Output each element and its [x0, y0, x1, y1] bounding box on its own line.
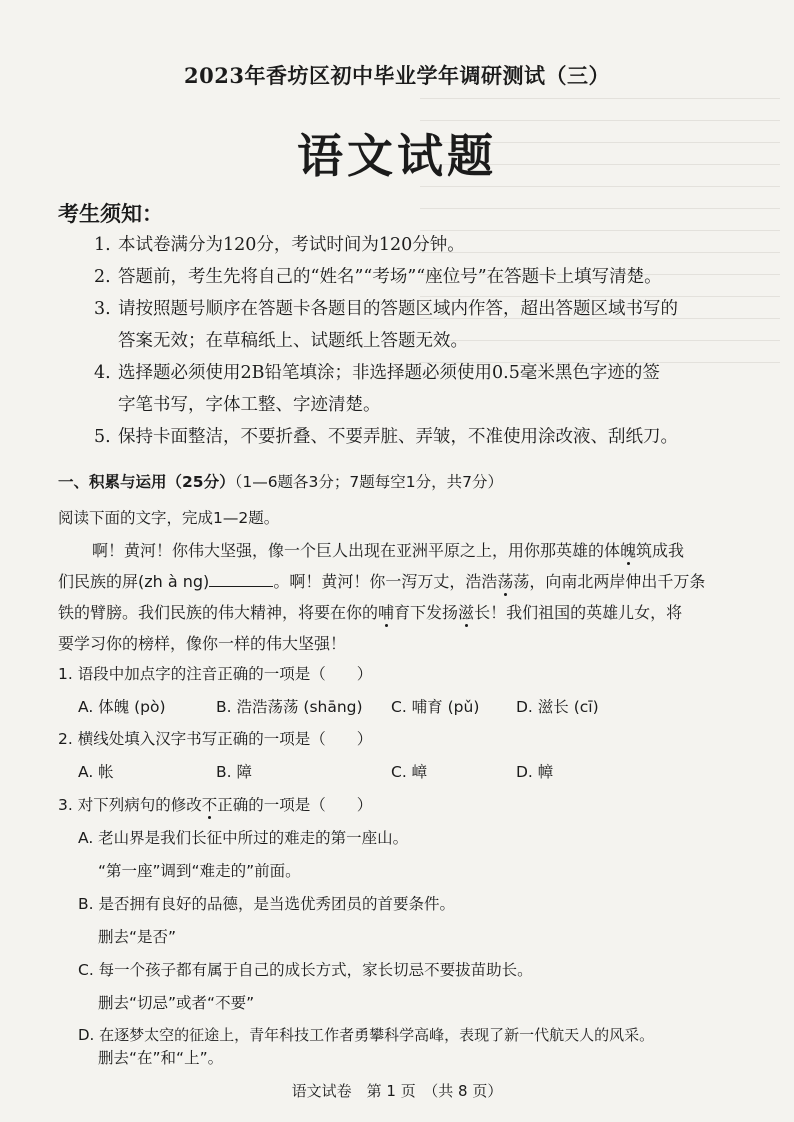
- notice-text: 选择题必须使用2B铅笔填涂；非选择题必须使用0.5毫米黑色字迹的签: [118, 363, 660, 383]
- passage-text: 。啊！黄河！你一泻万丈，浩浩: [273, 572, 498, 591]
- notice-item-4: [94, 357, 744, 421]
- passage-line: [58, 628, 748, 659]
- dotted-char: 魄: [620, 541, 637, 560]
- option-d: D. 滋长 (cī): [516, 698, 599, 716]
- notice-item-2: [94, 261, 744, 293]
- subject-title: 语文试题: [297, 129, 497, 183]
- option-b: B. 是否拥有良好的品德，是当选优秀团员的首要条件。: [78, 895, 455, 913]
- option-c: C. 每一个孩子都有属于自己的成长方式，家长切忌不要拔苗助长。: [78, 961, 533, 979]
- notice-number: 2.: [94, 267, 111, 287]
- exam-title: 2023年香坊区初中毕业学年调研测试（三）: [184, 63, 610, 88]
- passage-line: [58, 597, 748, 628]
- notice-number: 1.: [94, 235, 111, 255]
- option-d: D. 幛: [516, 763, 554, 781]
- dotted-char: 哺: [378, 603, 395, 622]
- notice-number: 5.: [94, 427, 111, 447]
- dotted-char: 荡: [497, 572, 514, 591]
- option-d-fix: 删去“在”和“上”。: [98, 1049, 224, 1067]
- option-c: C. 嶂: [391, 763, 428, 781]
- section-heading: [58, 470, 758, 492]
- stem-text: 正确的一项是（ ）: [217, 796, 373, 814]
- passage-text: 筑成我: [636, 541, 685, 560]
- option-a: A. 体魄 (pò): [78, 698, 166, 716]
- notice-number: 4.: [94, 363, 111, 383]
- reading-instruction: 阅读下面的文字，完成1—2题。: [58, 509, 280, 527]
- passage-line: [58, 566, 748, 597]
- passage-text: 荡，向南北两岸伸出千万条: [513, 572, 706, 591]
- notice-text: 答题前，考生先将自己的“姓名”“考场”“座位号”在答题卡上填写清楚。: [118, 267, 662, 287]
- notice-text: 请按照题号顺序在答题卡各题目的答题区域内作答，超出答题区域书写的: [118, 299, 678, 319]
- notice-heading: 考生须知：: [58, 201, 163, 226]
- notice-text-continued: 答案无效；在草稿纸上、试题纸上答题无效。: [118, 331, 468, 351]
- page-footer: 语文试卷 第 1 页 （共 8 页）: [291, 1082, 503, 1100]
- question-2-stem: 2. 横线处填入汉字书写正确的一项是（ ）: [58, 730, 373, 748]
- dotted-char: 不: [201, 796, 218, 814]
- option-a-fix: “第一座”调到“难走的”前面。: [98, 862, 301, 880]
- option-b: B. 浩浩荡荡 (shāng): [216, 698, 363, 716]
- notice-item-3: [94, 293, 744, 357]
- notice-item-1: [94, 229, 744, 261]
- question-1-stem: 1. 语段中加点字的注音正确的一项是（ ）: [58, 665, 373, 683]
- passage-text: 要学习你的榜样，像你一样的伟大坚强！: [58, 634, 347, 653]
- reading-passage: [58, 535, 748, 659]
- section-detail: （1—6题各3分；7题每空1分，共7分）: [234, 473, 503, 491]
- question-3-stem: [58, 793, 372, 815]
- notice-item-5: [94, 421, 744, 453]
- notice-text: 保持卡面整洁，不要折叠、不要弄脏、弄皱，不准使用涂改液、刮纸刀。: [118, 427, 678, 447]
- option-c: C. 哺育 (pǔ): [391, 698, 480, 716]
- option-b-fix: 删去“是否”: [98, 928, 177, 946]
- section-title: 一、积累与运用（25分）: [58, 473, 235, 491]
- passage-text: 们民族的屏(zh à ng): [58, 572, 210, 591]
- passage-text: 铁的臂膀。我们民族的伟大精神，将要在你的: [58, 603, 379, 622]
- notice-text: 本试卷满分为120分，考试时间为120分钟。: [118, 235, 465, 255]
- dotted-char: 滋: [458, 603, 475, 622]
- option-c-fix: 删去“切忌”或者“不要”: [98, 994, 255, 1012]
- notice-number: 3.: [94, 299, 111, 319]
- passage-line: [58, 535, 748, 566]
- passage-text: 啊！黄河！你伟大坚强，像一个巨人出现在亚洲平原之上，用你那英雄的体: [92, 541, 621, 560]
- option-b: B. 障: [216, 763, 252, 781]
- stem-text: 3. 对下列病句的修改: [58, 796, 202, 814]
- fill-blank: [209, 572, 273, 587]
- passage-text: 育下发扬: [394, 603, 459, 622]
- notice-text-continued: 字笔书写，字体工整、字迹清楚。: [118, 395, 381, 415]
- passage-text: 长！我们祖国的英雄儿女，将: [474, 603, 683, 622]
- option-d: D. 在逐梦太空的征途上，青年科技工作者勇攀科学高峰，表现了新一代航天人的风采。: [78, 1026, 655, 1044]
- option-a: A. 帐: [78, 763, 114, 781]
- option-a: A. 老山界是我们长征中所过的难走的第一座山。: [78, 829, 409, 847]
